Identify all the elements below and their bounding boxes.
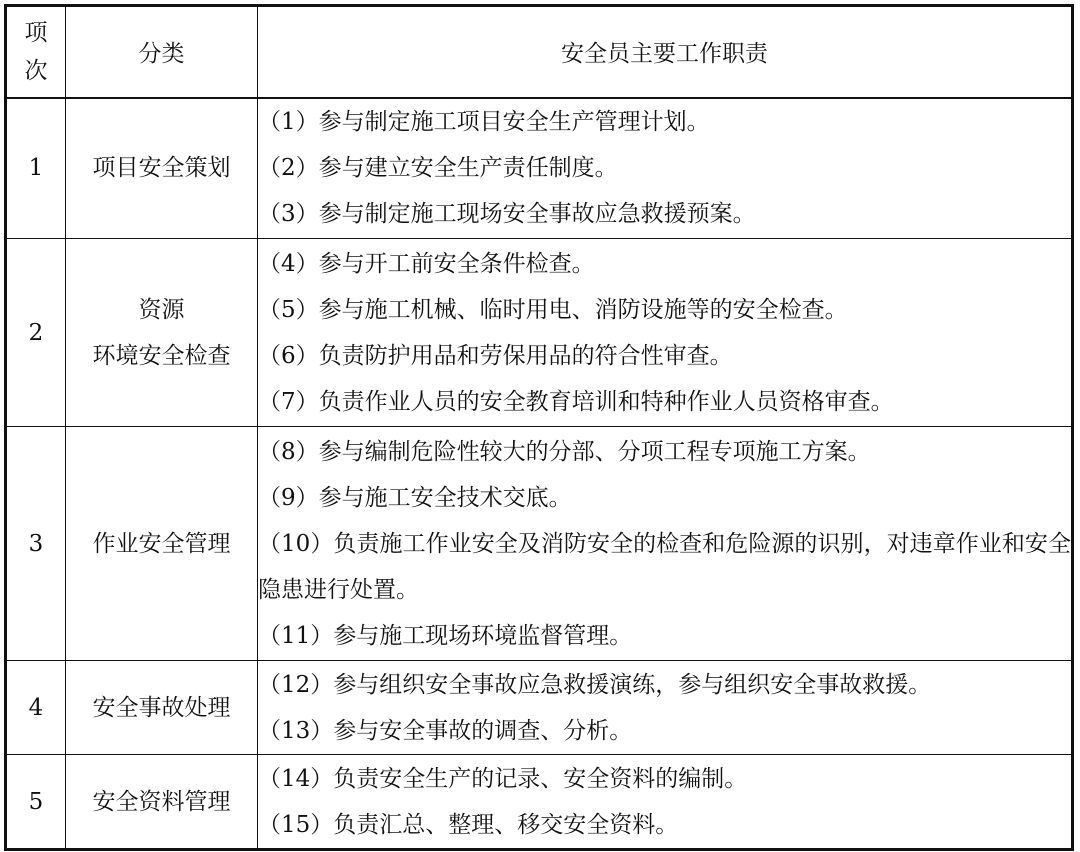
duty-item: （8）参与编制危险性较大的分部、分项工程专项施工方案。 (258, 438, 871, 465)
category-line: 资源 (138, 296, 185, 323)
duty-item: （1）参与制定施工项目安全生产管理计划。 (258, 109, 710, 136)
duty-item: （4）参与开工前安全条件检查。 (258, 250, 595, 277)
table-row (6, 239, 1073, 427)
duties-table (4, 4, 1074, 851)
table-row (6, 427, 1073, 661)
header-row (6, 6, 1073, 98)
row-category: 项目安全策划 (66, 98, 258, 239)
row-index: 4 (6, 661, 66, 755)
row-index: 2 (6, 239, 66, 427)
duty-item: （14）负责安全生产的记录、安全资料的编制。 (258, 765, 748, 792)
duty-item: （11）参与施工现场环境监督管理。 (258, 622, 633, 649)
row-index: 3 (6, 427, 66, 661)
row-duties (258, 427, 1073, 661)
row-category (66, 239, 258, 427)
duty-item: （13）参与安全事故的调查、分析。 (258, 717, 633, 744)
row-duties (258, 239, 1073, 427)
index-header-label: 项次 (24, 19, 48, 84)
row-duties (258, 98, 1073, 239)
duties-header: 安全员主要工作职责 (258, 6, 1073, 98)
row-index: 5 (6, 755, 66, 850)
row-category: 安全事故处理 (66, 661, 258, 755)
table-row (6, 755, 1073, 850)
duty-item: （7）负责作业人员的安全教育培训和特种作业人员资格审查。 (258, 388, 894, 415)
index-header (6, 6, 66, 98)
row-category: 安全资料管理 (66, 755, 258, 850)
table-row (6, 98, 1073, 239)
duty-item: （3）参与制定施工现场安全事故应急救援预案。 (258, 201, 756, 228)
row-category: 作业安全管理 (66, 427, 258, 661)
row-duties (258, 661, 1073, 755)
duty-item: （10）负责施工作业安全及消防安全的检查和危险源的识别，对违章作业和安全隐患进行处置。 (258, 530, 1071, 603)
duty-item: （12）参与组织安全事故应急救援演练，参与组织安全事故救援。 (258, 671, 932, 698)
category-line: 环境安全检查 (92, 342, 231, 369)
duty-item: （6）负责防护用品和劳保用品的符合性审查。 (258, 342, 733, 369)
category-header: 分类 (66, 6, 258, 98)
duty-item: （5）参与施工机械、临时用电、消防设施等的安全检查。 (258, 296, 848, 323)
row-index: 1 (6, 98, 66, 239)
duty-item: （2）参与建立安全生产责任制度。 (258, 155, 618, 182)
row-duties (258, 755, 1073, 850)
duty-item: （15）负责汇总、整理、移交安全资料。 (258, 811, 679, 838)
table-row (6, 661, 1073, 755)
duty-item: （9）参与施工安全技术交底。 (258, 484, 572, 511)
